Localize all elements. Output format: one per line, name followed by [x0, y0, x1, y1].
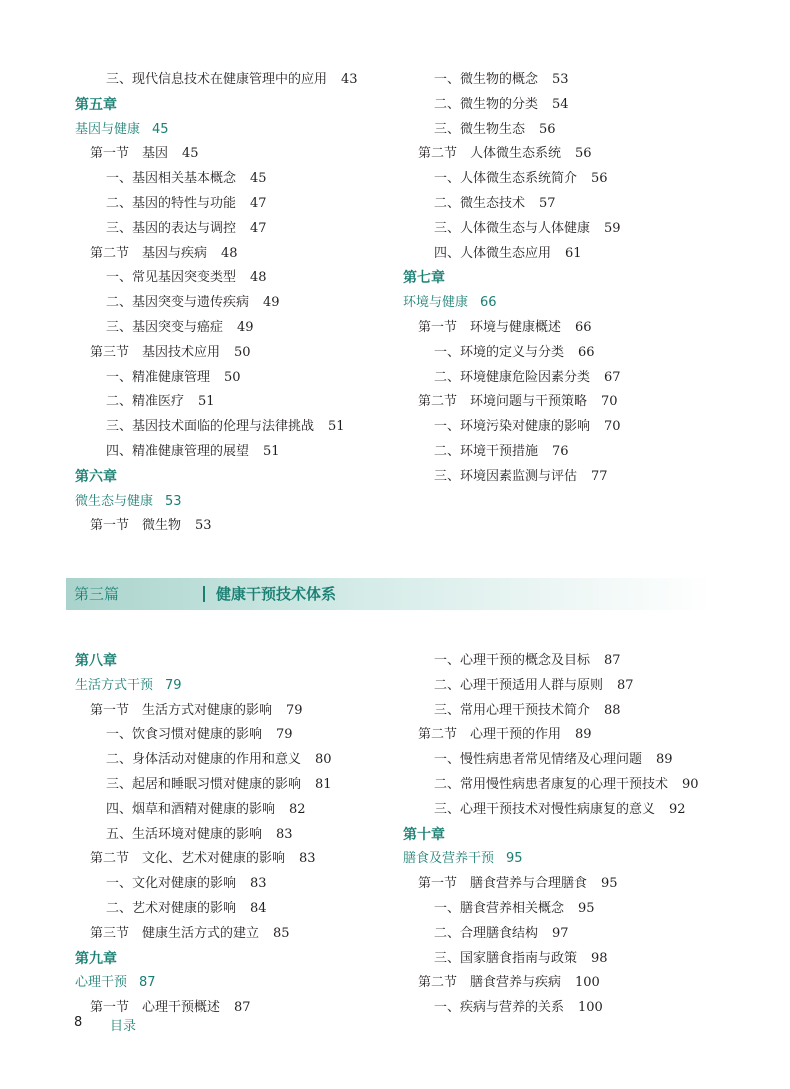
toc-page-number: 59 — [604, 220, 621, 236]
toc-subsection — [75, 748, 332, 773]
toc-entry-text: 二、微生态技术 — [434, 195, 526, 211]
toc-subsection — [403, 440, 621, 465]
toc-page-number: 85 — [273, 925, 290, 941]
toc-entry-text: 微生态与健康 — [75, 493, 154, 509]
toc-subsection — [75, 723, 332, 748]
toc-entry-text: 一、基因相关基本概念 — [106, 171, 237, 187]
toc-entry-text: 四、精准健康管理的展望 — [106, 443, 250, 459]
toc-entry-text: 二、基因突变与遗传疾病 — [106, 295, 250, 311]
toc-entry-text: 一、微生物的概念 — [434, 72, 539, 87]
toc-subsection — [75, 773, 332, 798]
toc-page-number: 98 — [591, 950, 608, 966]
toc-subsection — [403, 415, 621, 440]
toc-chapter-title — [75, 674, 332, 699]
toc-subsection — [75, 798, 332, 823]
toc-section — [75, 242, 358, 267]
toc-subsection — [75, 872, 332, 897]
toc-subsection — [75, 68, 358, 93]
toc-page-number: 45 — [152, 121, 169, 137]
toc-subsection — [75, 192, 358, 217]
toc-subsection — [75, 823, 332, 848]
toc-entry-text: 第七章 — [403, 270, 445, 287]
toc-page-number: 95 — [601, 876, 618, 892]
toc-page-number: 95 — [506, 851, 523, 867]
toc-section — [403, 142, 621, 167]
toc-chapter — [75, 465, 358, 490]
toc-page-number: 89 — [575, 727, 592, 743]
toc-entry-text: 第一节 基因 — [90, 146, 169, 162]
toc-entry-text: 第二节 环境问题与干预策略 — [418, 394, 588, 410]
toc-page-number: 56 — [591, 171, 608, 187]
toc-page-number: 83 — [276, 826, 293, 842]
toc-subsection — [403, 798, 699, 823]
toc-chapter — [75, 649, 332, 674]
toc-page-number: 50 — [224, 369, 241, 385]
toc-page-number: 43 — [341, 72, 358, 87]
toc-entry-text: 一、慢性病患者常见情绪及心理问题 — [434, 752, 643, 768]
toc-entry-text: 三、国家膳食指南与政策 — [434, 950, 578, 966]
toc-subsection — [403, 922, 699, 947]
toc-entry-text: 三、基因突变与癌症 — [106, 319, 224, 335]
toc-subsection — [403, 947, 699, 972]
toc-page-number: 47 — [250, 195, 267, 211]
toc-subsection — [403, 996, 699, 1021]
toc-entry-text: 一、文化对健康的影响 — [106, 876, 237, 892]
toc-section — [403, 390, 621, 415]
toc-page-number: 80 — [315, 752, 332, 768]
toc-entry-text: 一、心理干预的概念及目标 — [434, 653, 591, 668]
toc-entry-text: 一、环境污染对健康的影响 — [434, 419, 591, 435]
toc-chapter-title — [75, 490, 358, 515]
toc-entry-text: 一、常见基因突变类型 — [106, 270, 237, 286]
toc-page-number: 77 — [591, 468, 608, 484]
toc-entry-text: 一、环境的定义与分类 — [434, 344, 565, 360]
toc-page-number: 51 — [263, 443, 280, 459]
toc-subsection — [403, 366, 621, 391]
toc-page-number: 61 — [565, 245, 582, 261]
toc-subsection — [75, 390, 358, 415]
toc-column-left-top — [75, 68, 358, 539]
toc-subsection — [403, 93, 621, 118]
toc-subsection — [403, 242, 621, 267]
toc-entry-text: 二、环境健康危险因素分类 — [434, 369, 591, 385]
toc-chapter — [75, 93, 358, 118]
toc-page-number: 84 — [250, 900, 267, 916]
toc-subsection — [403, 649, 699, 674]
toc-page-number: 87 — [234, 1000, 251, 1016]
toc-page-number: 54 — [552, 96, 569, 112]
toc-page-number: 51 — [198, 394, 215, 410]
toc-entry-text: 四、烟草和酒精对健康的影响 — [106, 801, 276, 817]
toc-entry-text: 膳食及营养干预 — [403, 851, 495, 867]
toc-entry-text: 第一节 环境与健康概述 — [418, 319, 562, 335]
toc-entry-text: 第一节 微生物 — [90, 518, 182, 534]
toc-entry-text: 四、人体微生态应用 — [434, 245, 552, 261]
toc-page-number: 66 — [480, 295, 497, 311]
toc-entry-text: 二、常用慢性病患者康复的心理干预技术 — [434, 776, 669, 792]
section-title: 健康干预技术体系 — [216, 585, 337, 603]
toc-subsection — [75, 440, 358, 465]
toc-page-number: 100 — [578, 1000, 603, 1016]
toc-subsection — [75, 897, 332, 922]
toc-subsection — [75, 415, 358, 440]
toc-entry-text: 一、膳食营养相关概念 — [434, 900, 565, 916]
toc-entry-text: 第一节 生活方式对健康的影响 — [90, 702, 273, 718]
toc-entry-text: 三、常用心理干预技术简介 — [434, 702, 591, 718]
toc-page-number: 87 — [604, 653, 621, 668]
toc-page-number: 87 — [139, 975, 156, 991]
toc-page-number: 53 — [165, 493, 182, 509]
toc-entry-text: 第五章 — [75, 96, 117, 113]
page-number: 8 — [74, 1015, 83, 1030]
toc-subsection — [75, 266, 358, 291]
toc-page-number: 82 — [289, 801, 306, 817]
toc-entry-text: 基因与健康 — [75, 121, 141, 137]
toc-page-number: 49 — [263, 295, 280, 311]
toc-subsection — [403, 773, 699, 798]
toc-entry-text: 一、人体微生态系统简介 — [434, 171, 578, 187]
toc-entry-text: 三、基因的表达与调控 — [106, 220, 237, 236]
toc-subsection — [403, 897, 699, 922]
toc-entry-text: 二、艺术对健康的影响 — [106, 900, 237, 916]
toc-column-left-bottom — [75, 649, 332, 1021]
toc-entry-text: 二、精准医疗 — [106, 394, 185, 410]
toc-subsection — [403, 192, 621, 217]
toc-chapter — [75, 947, 332, 972]
toc-subsection — [75, 217, 358, 242]
toc-subsection — [403, 465, 621, 490]
toc-section — [75, 341, 358, 366]
toc-subsection — [75, 316, 358, 341]
toc-entry-text: 心理干预 — [75, 975, 128, 991]
toc-entry-text: 第九章 — [75, 950, 117, 967]
toc-page-number: 48 — [221, 245, 238, 261]
toc-page-number: 88 — [604, 702, 621, 718]
toc-page-number: 83 — [299, 851, 316, 867]
toc-page-number: 56 — [539, 121, 556, 137]
toc-page-number: 76 — [552, 443, 569, 459]
toc-entry-text: 生活方式干预 — [75, 677, 154, 693]
toc-entry-text: 一、疾病与营养的关系 — [434, 1000, 565, 1016]
toc-chapter-title — [403, 291, 621, 316]
toc-entry-text: 二、微生物的分类 — [434, 96, 539, 112]
toc-entry-text: 一、饮食习惯对健康的影响 — [106, 727, 263, 743]
toc-page-number: 53 — [552, 72, 569, 87]
toc-entry-text: 第十章 — [403, 826, 445, 843]
toc-entry-text: 三、环境因素监测与评估 — [434, 468, 578, 484]
toc-subsection — [403, 167, 621, 192]
toc-page-number: 56 — [575, 146, 592, 162]
toc-page-number: 89 — [656, 752, 673, 768]
toc-chapter-title — [75, 118, 358, 143]
toc-entry-text: 三、心理干预技术对慢性病康复的意义 — [434, 801, 656, 817]
toc-subsection — [403, 341, 621, 366]
toc-subsection — [403, 674, 699, 699]
toc-entry-text: 第一节 膳食营养与合理膳食 — [418, 876, 588, 892]
toc-entry-text: 二、基因的特性与功能 — [106, 195, 237, 211]
toc-entry-text: 二、身体活动对健康的作用和意义 — [106, 752, 302, 768]
toc-entry-text: 第六章 — [75, 468, 117, 485]
toc-column-right-top — [403, 68, 621, 490]
toc-entry-text: 第二节 心理干预的作用 — [418, 727, 562, 743]
toc-entry-text: 第二节 人体微生态系统 — [418, 146, 562, 162]
toc-page-number: 66 — [578, 344, 595, 360]
toc-entry-text: 第三节 健康生活方式的建立 — [90, 925, 260, 941]
toc-subsection — [403, 118, 621, 143]
toc-entry-text: 三、起居和睡眠习惯对健康的影响 — [106, 776, 302, 792]
toc-subsection — [75, 366, 358, 391]
toc-subsection — [75, 167, 358, 192]
toc-page-number: 51 — [328, 419, 345, 435]
section-divider — [203, 586, 205, 602]
toc-entry-text: 第二节 膳食营养与疾病 — [418, 975, 562, 991]
toc-page-number: 49 — [237, 319, 254, 335]
toc-page-number: 45 — [182, 146, 199, 162]
toc-page-number: 97 — [552, 925, 569, 941]
toc-column-right-bottom — [403, 649, 699, 1021]
toc-page-number: 45 — [250, 171, 267, 187]
toc-subsection — [403, 699, 699, 724]
toc-section — [403, 872, 699, 897]
toc-page-number: 100 — [575, 975, 600, 991]
toc-page-number: 92 — [669, 801, 686, 817]
toc-entry-text: 三、基因技术面临的伦理与法律挑战 — [106, 419, 315, 435]
toc-page-number: 83 — [250, 876, 267, 892]
toc-chapter-title — [75, 971, 332, 996]
toc-chapter — [403, 266, 621, 291]
toc-entry-text: 一、精准健康管理 — [106, 369, 211, 385]
section-banner — [66, 578, 712, 610]
toc-entry-text: 第一节 心理干预概述 — [90, 1000, 221, 1016]
toc-page-number: 50 — [234, 344, 251, 360]
toc-entry-text: 第三节 基因技术应用 — [90, 344, 221, 360]
toc-entry-text: 第二节 基因与疾病 — [90, 245, 208, 261]
toc-section — [403, 723, 699, 748]
toc-entry-text: 三、微生物生态 — [434, 121, 526, 137]
toc-page-number: 48 — [250, 270, 267, 286]
toc-section — [403, 971, 699, 996]
toc-page-number: 87 — [617, 677, 634, 693]
toc-page-number: 81 — [315, 776, 332, 792]
toc-subsection — [403, 748, 699, 773]
toc-entry-text: 第八章 — [75, 653, 117, 669]
toc-section — [75, 699, 332, 724]
toc-entry-text: 二、合理膳食结构 — [434, 925, 539, 941]
toc-page-number: 79 — [276, 727, 293, 743]
toc-entry-text: 二、心理干预适用人群与原则 — [434, 677, 604, 693]
footer-label: 目录 — [110, 1019, 137, 1034]
toc-page-number: 79 — [286, 702, 303, 718]
toc-subsection — [403, 68, 621, 93]
toc-section — [403, 316, 621, 341]
toc-page-number: 90 — [682, 776, 699, 792]
toc-subsection — [75, 291, 358, 316]
toc-page-number: 47 — [250, 220, 267, 236]
toc-page-number: 70 — [604, 419, 621, 435]
toc-entry-text: 第二节 文化、艺术对健康的影响 — [90, 851, 286, 867]
toc-entry-text: 环境与健康 — [403, 295, 469, 311]
toc-subsection — [403, 217, 621, 242]
toc-entry-text: 二、环境干预措施 — [434, 443, 539, 459]
toc-page-number: 70 — [601, 394, 618, 410]
toc-section — [75, 514, 358, 539]
toc-page-number: 66 — [575, 319, 592, 335]
section-label: 第三篇 — [74, 585, 120, 603]
toc-entry-text: 五、生活环境对健康的影响 — [106, 826, 263, 842]
toc-page-number: 67 — [604, 369, 621, 385]
toc-chapter — [403, 823, 699, 848]
toc-entry-text: 三、人体微生态与人体健康 — [434, 220, 591, 236]
toc-entry-text: 三、现代信息技术在健康管理中的应用 — [106, 72, 328, 87]
toc-page-number: 53 — [195, 518, 212, 534]
toc-page-number: 95 — [578, 900, 595, 916]
toc-page-number: 79 — [165, 677, 182, 693]
toc-chapter-title — [403, 847, 699, 872]
toc-section — [75, 922, 332, 947]
toc-section — [75, 142, 358, 167]
toc-page-number: 57 — [539, 195, 556, 211]
toc-section — [75, 847, 332, 872]
